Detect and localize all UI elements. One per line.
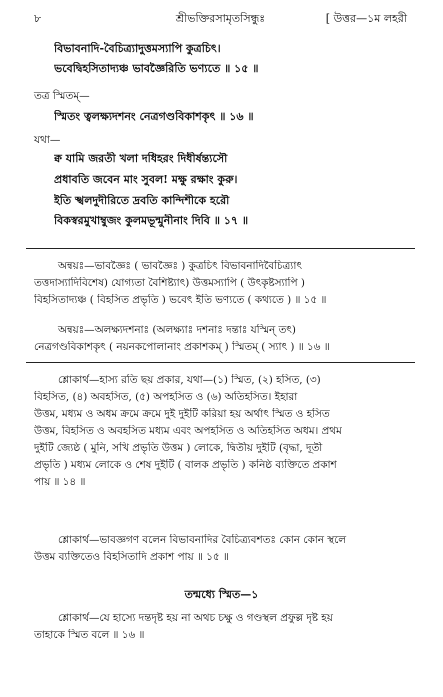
- text-line: দুইটি জ্যেষ্ঠ ( মুনি, সখি প্রভৃতি উত্তম ) লোকে, দ্বিতীয় দুইটি (বৃদ্ধা, দূতী: [34, 442, 323, 454]
- verse-yatha: [54, 152, 407, 228]
- text-line: উত্তম, বিহসিত ও অবহসিত মধ্যম এবং অপহসিত ও অতিহসিত অধম। প্রথম: [34, 425, 342, 437]
- text-line: নেত্রগণ্ডবিকাশকৃৎ ( নয়নকপোলানাং প্রকাশকম্ ) স্মিতম্ ( স্যাৎ ) ॥ ১৬ ॥: [34, 341, 330, 353]
- text-line: প্রভৃতি ) মধ্যম লোকে ও শেষ দুইটি ( বালক প্রভৃতি ) কনিষ্ঠ ব্যক্তিতে প্রকাশ: [34, 459, 337, 471]
- sloka-14: [34, 374, 407, 489]
- book-title: শ্রীভক্তিরসামৃতসিন্ধুঃ: [175, 12, 266, 25]
- divider-top: [26, 248, 415, 249]
- verse-line: বিকস্বরমুখাম্বুজং কুলমভূন্মুনীনাং দিবি ॥ ১৭ ॥: [54, 214, 249, 228]
- verse-line: প্রধাবতি জবেন মাং সুবল! মক্ষু রক্ষাং কুরু।: [54, 172, 238, 186]
- text-line: পায় ॥ ১৪ ॥: [34, 476, 86, 488]
- text-line: তাহাকে স্মিত বলে ॥ ১৬ ॥: [34, 629, 145, 641]
- text-line: অন্বয়ঃ—ভাবজ্ঞৈঃ ( ভাবজ্ঞৈঃ ) কুত্রচিৎ বিভাবনাদিবৈচিত্র্যাৎ: [58, 260, 302, 272]
- verse-line: বিভাবনাদি-বৈচিত্র্যাদুত্তমস্যাপি কুত্রচিৎ।: [54, 42, 221, 55]
- verse-line: ইতি স্খলদুদীরিতে দ্রবতি কান্দিশীকে হরৌ: [54, 193, 230, 207]
- section-heading: তন্মধ্যে স্মিত—১: [184, 588, 259, 601]
- verse-line: ভবেদ্বিহসিতাদ্যঞ্চ ভাবজ্ঞৈরিতি ভণ্যতে ॥ ১৫ ॥: [54, 61, 259, 75]
- anvaya-15: [34, 260, 407, 307]
- text-line: উত্তম ব্যক্তিতেও বিহসিতাদি প্রকাশ পায় ॥ ১৫ ॥: [34, 551, 229, 563]
- text-line: শ্লোকার্থ—যে হাস্যে দন্তদৃষ্ট হয় না অথচ চক্ষু ও গণ্ডস্থল প্রফুল্ল দৃষ্ট হয়: [58, 612, 333, 624]
- sloka-16: [34, 612, 407, 642]
- text-line: শ্লোকার্থ—হাস্য রতি ছয় প্রকার, যথা—(১) স্মিত, (২) হসিত, (৩): [58, 374, 321, 386]
- text-line: অন্বয়ঃ—অলক্ষ্যদশনাঃ (অলক্ষ্যাঃ দশনাঃ দন্তাঃ যস্মিন্ তৎ): [58, 324, 296, 336]
- text-line: বিহসিতাদ্যঞ্চ ( বিহসিত প্রভৃতি ) ভবেৎ ইতি ভণ্যতে ( কথ্যতে ) ॥ ১৫ ॥: [34, 294, 327, 306]
- verse-top: [54, 42, 407, 76]
- text-line: বিহসিত, (৪) অবহসিত, (৫) অপহসিত ও (৬) অতিহসিত। ইহারা: [34, 391, 298, 403]
- page-header: [34, 12, 407, 26]
- verse-smitam: [54, 110, 407, 124]
- anvaya-16: [34, 324, 407, 354]
- text-line: শ্লোকার্থ—ভাবজ্ঞগণ বলেন বিভাবনাদির বৈচিত্র্যবশতঃ কোন কোন স্থলে: [58, 534, 347, 546]
- label-smitam: তত্র স্মিতম্—: [34, 90, 90, 102]
- text-line: উত্তম, মধ্যম ও অধম ক্রমে ক্রমে দুই দুইটি করিয়া হয় অর্থাৎ স্মিত ও হসিত: [34, 408, 330, 420]
- text-line: তত্তদাস্যাদিবিশেষ) যোগ্যতা বৈশিষ্ট্যাৎ) উত্তমস্যাপি ( উৎকৃষ্টস্যাপি ): [34, 277, 305, 289]
- verse-line: স্মিতং ত্বলক্ষ্যদশনং নেত্রগণ্ডবিকাশকৃৎ ॥ ১৬ ॥: [54, 110, 254, 123]
- divider-bottom: [26, 362, 415, 363]
- section-label: [ উত্তর—১ম লহরী: [325, 12, 407, 25]
- page-number: ৮: [34, 12, 42, 25]
- sloka-15: [34, 534, 407, 564]
- label-yatha: যথা—: [34, 134, 61, 146]
- verse-line: ক্ব যামি জরতী খলা দধিহরং দিধীর্ষন্ত্যসৌ: [54, 152, 228, 165]
